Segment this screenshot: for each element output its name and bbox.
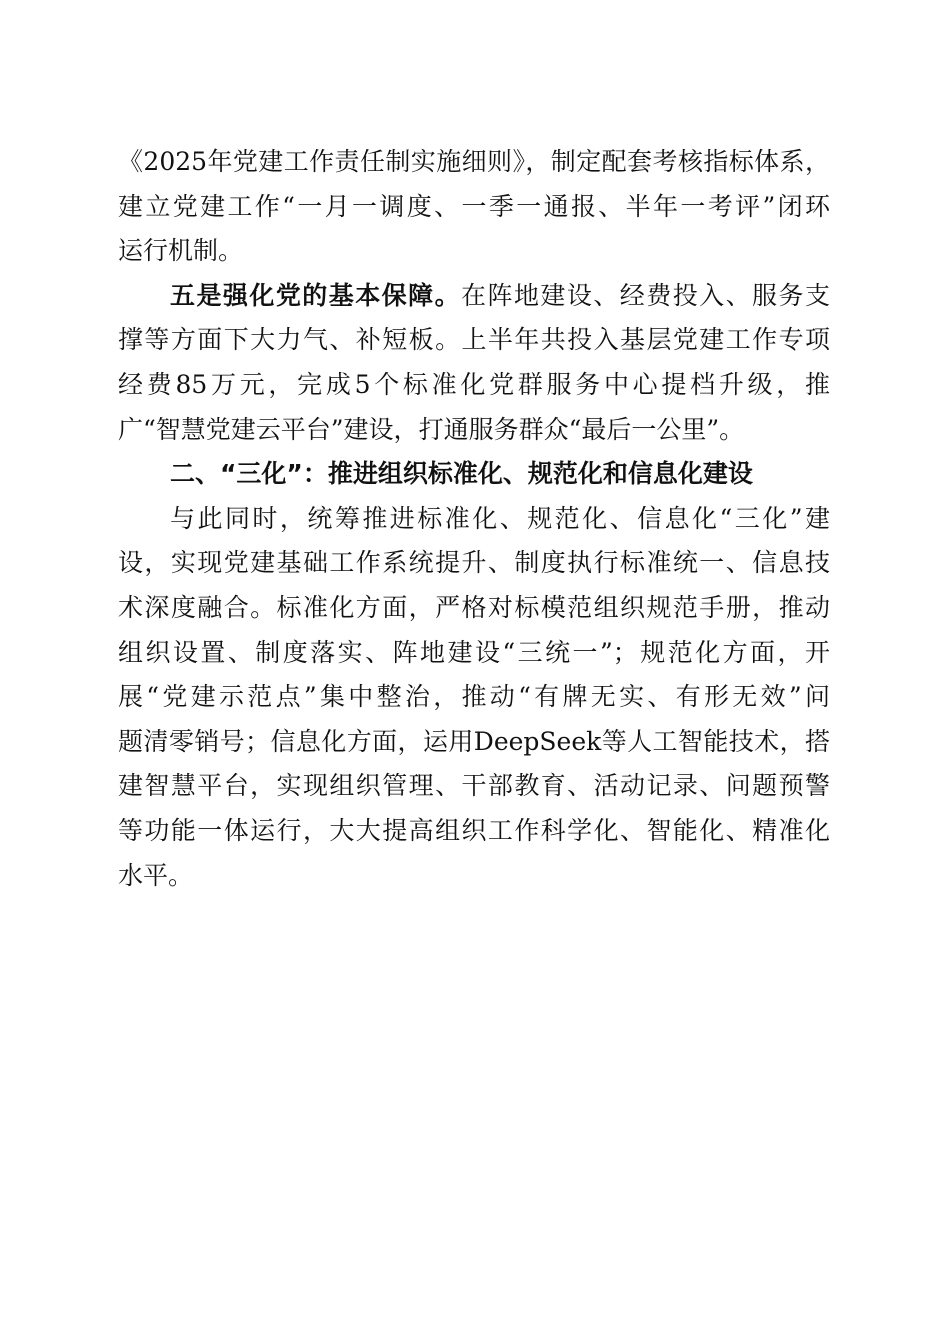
text-line: 经费85万元，完成5个标准化党群服务中心提档升级，推 [118, 369, 830, 399]
paragraph-responsibility-rules [118, 140, 830, 274]
text-line: 设，实现党建基础工作系统提升、制度执行标准统一、信息技 [118, 548, 830, 578]
text-line [118, 274, 830, 319]
text-line: 建立党建工作“一月一调度、一季一通报、半年一考评”闭环 [118, 191, 830, 221]
text-line: 《2025年党建工作责任制实施细则》，制定配套考核指标体系， [118, 147, 830, 176]
bold-lead-sentence: 五是强化党的基本保障。 [170, 280, 462, 310]
text-line: 建智慧平台，实现组织管理、干部教育、活动记录、问题预警 [118, 771, 830, 801]
text-line: 水平。 [118, 860, 194, 890]
text-fragment: 在阵地建设、经费投入、服务支 [461, 280, 830, 310]
text-line: 广“智慧党建云平台”建设，打通服务群众“最后一公里”。 [118, 414, 745, 444]
text-line: 与此同时，统筹推进标准化、规范化、信息化“三化”建 [170, 503, 830, 533]
paragraph-basic-guarantee [118, 274, 830, 452]
paragraph-three-transformations [118, 497, 830, 898]
text-line: 术深度融合。标准化方面，严格对标模范组织规范手册，推动 [118, 592, 830, 622]
document-body [118, 140, 830, 898]
text-line: 题清零销号；信息化方面，运用DeepSeek等人工智能技术，搭 [118, 726, 830, 756]
text-line: 组织设置、制度落实、阵地建设“三统一”；规范化方面，开 [118, 637, 830, 667]
text-line: 运行机制。 [118, 236, 244, 266]
heading-three-transformations: 二、“三化”：推进组织标准化、规范化和信息化建设 [170, 459, 753, 489]
section-heading [118, 452, 830, 497]
text-line: 等功能一体运行，大大提高组织工作科学化、智能化、精准化 [118, 815, 830, 845]
text-line: 撑等方面下大力气、补短板。上半年共投入基层党建工作专项 [118, 325, 830, 355]
text-line: 展“党建示范点”集中整治，推动“有牌无实、有形无效”问 [118, 682, 830, 712]
